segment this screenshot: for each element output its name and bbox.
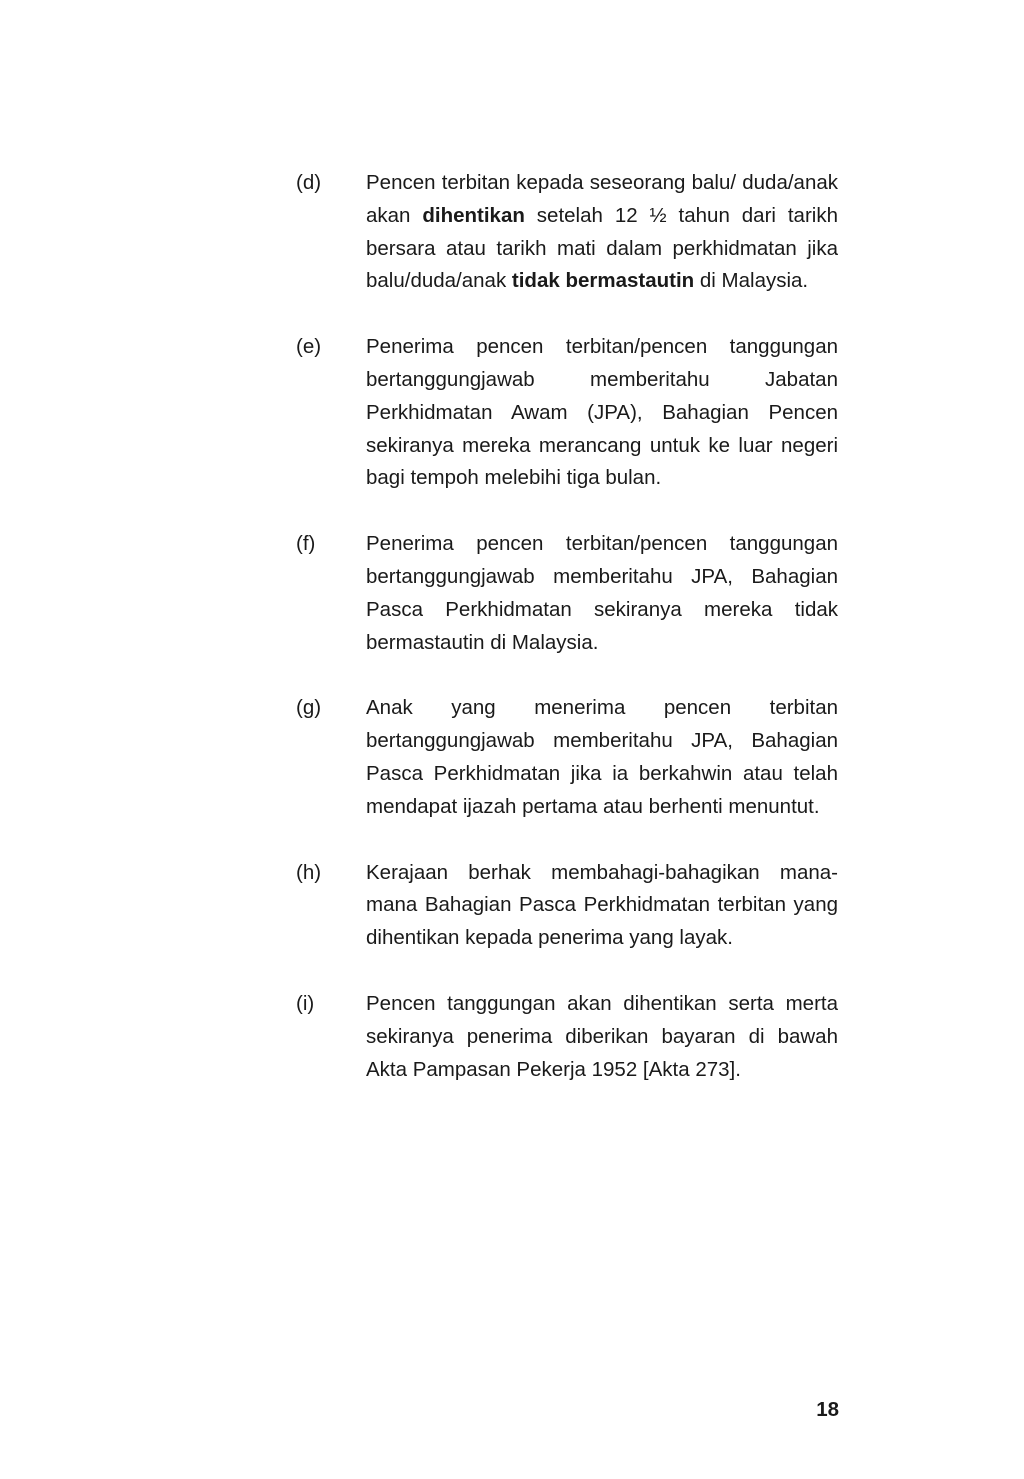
clause-marker: (g): [296, 696, 322, 720]
text-run: Penerima pencen terbitan/pencen tanggungan bertanggungjawab memberitahu JPA, Bahagian Pasca Perkhidmatan sekiranya mereka tidak bermastautin di Malaysia.: [366, 532, 838, 654]
clause-marker: (i): [296, 991, 315, 1015]
clause-f: [296, 528, 838, 659]
clause-i: [296, 988, 838, 1086]
clause-text: [366, 167, 838, 298]
clause-d: [296, 167, 838, 298]
clause-text: [366, 692, 838, 823]
text-run: Anak yang menerima pencen terbitan bertanggungjawab memberitahu JPA, Bahagian Pasca Perkhidmatan jika ia berkahwin atau telah mendapat ijazah pertama atau berhenti menuntut.: [366, 696, 838, 818]
bold-text: dihentikan: [422, 203, 525, 227]
text-run: Pencen tanggungan akan dihentikan serta merta sekiranya penerima diberikan bayaran di bawah Akta Pampasan Pekerja 1952 [Akta 273].: [366, 991, 838, 1081]
text-run: setelah 12 ½ tahun dari tarikh bersara atau tarikh mati dalam perkhidmatan jika balu/duda/anak: [366, 203, 838, 293]
clause-marker: (f): [296, 532, 316, 556]
clause-list: [296, 167, 838, 1119]
clause-marker: (e): [296, 335, 322, 359]
clause-text: [366, 988, 838, 1086]
clause-h: [296, 857, 838, 955]
clause-e: [296, 331, 838, 495]
page-number: 18: [816, 1398, 839, 1421]
text-run: Pencen terbitan kepada seseorang balu/ duda/anak akan: [366, 171, 838, 227]
clause-marker: (h): [296, 860, 322, 884]
bold-text: tidak bermastautin: [511, 269, 695, 293]
clause-text: [366, 331, 838, 495]
clause-marker: (d): [296, 171, 322, 194]
clause-text: [366, 857, 838, 955]
clause-text: [366, 528, 838, 659]
clause-g: [296, 692, 838, 823]
text-run: Kerajaan berhak membahagi-bahagikan mana-mana Bahagian Pasca Perkhidmatan terbitan yang dihentikan kepada penerima yang layak.: [366, 860, 838, 950]
text-run: di Malaysia.: [694, 269, 809, 293]
text-run: Penerima pencen terbitan/pencen tanggungan bertanggungjawab memberitahu Jabatan Perkhidmatan Awam (JPA), Bahagian Pencen sekiranya mereka merancang untuk ke luar negeri bagi tempoh melebihi tiga bulan.: [366, 335, 838, 490]
